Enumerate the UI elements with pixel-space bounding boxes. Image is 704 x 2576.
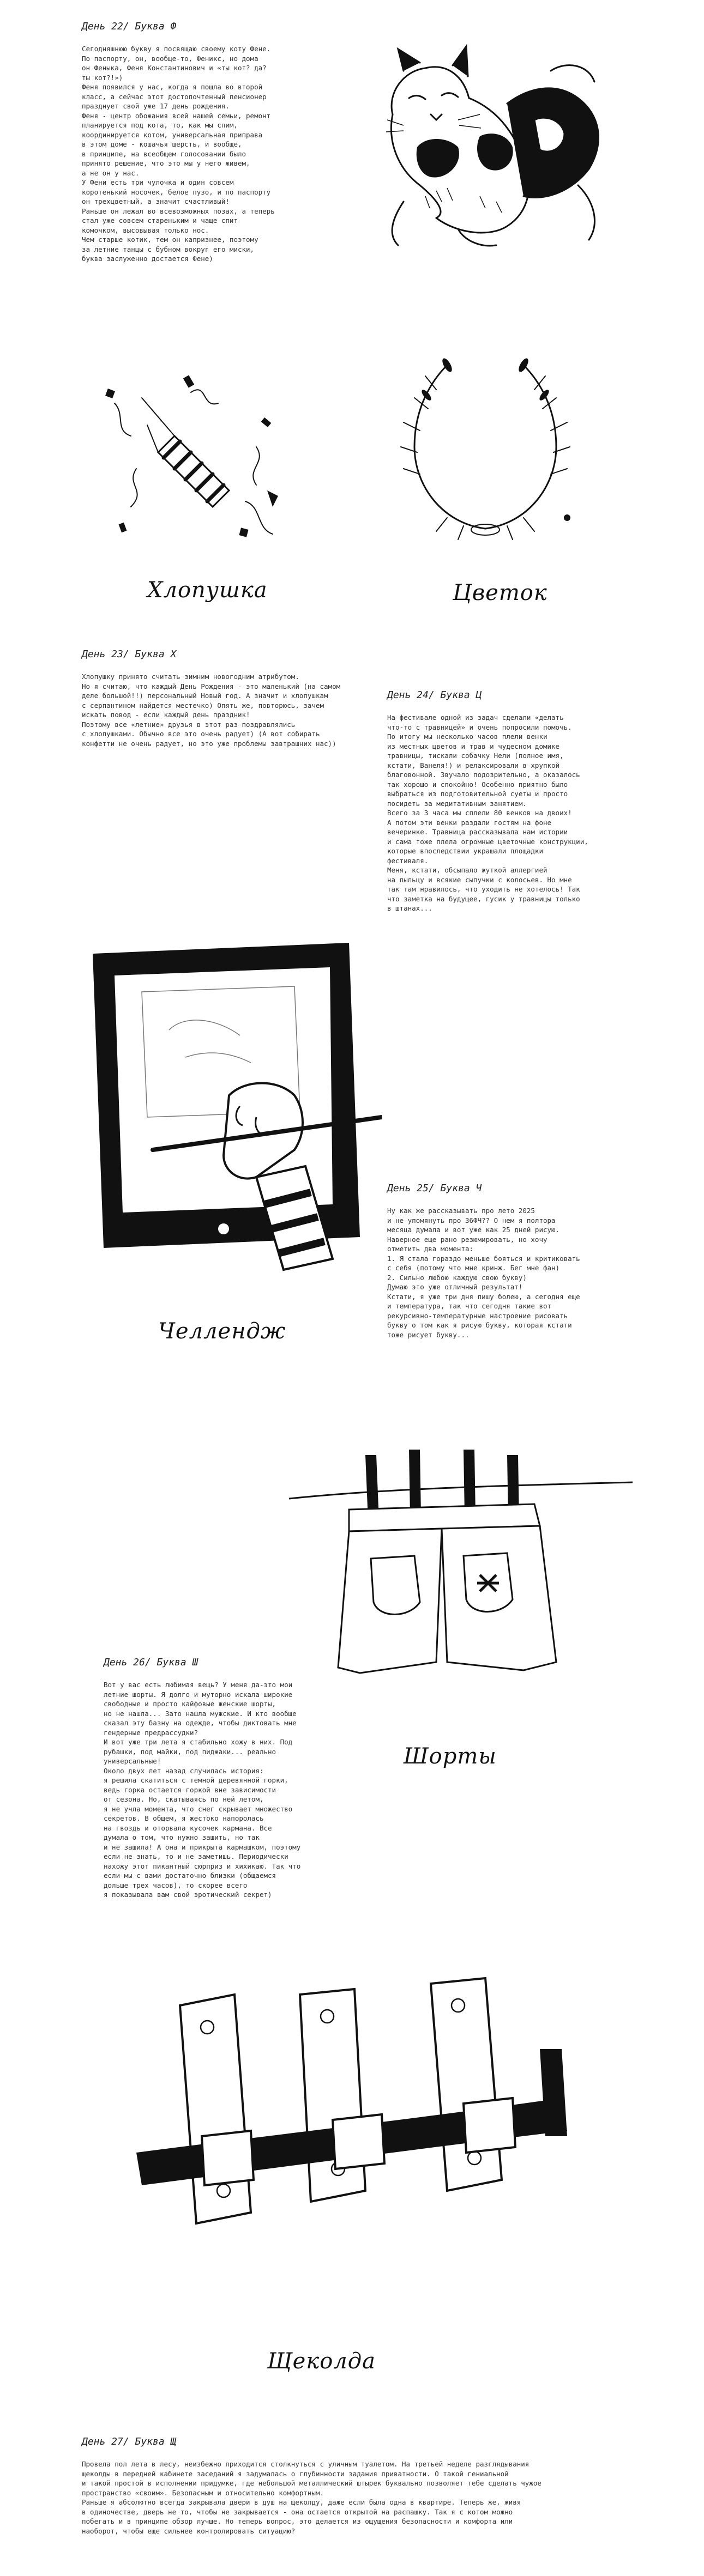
- day25-line: Ну как же рассказывать про лето 2025: [387, 1207, 535, 1215]
- day24-line: так хорошо и спокойно! Особенно приятно было: [387, 780, 568, 789]
- day26-text: [104, 1680, 360, 1900]
- day26-line: свободные и просто кайфовые женские шорты,: [104, 1700, 276, 1708]
- day26-line: я показывала вам свой эротический секрет): [104, 1890, 272, 1899]
- day27-title: День 27/ Буква Щ: [82, 2436, 177, 2447]
- day22-title: День 22/ Буква Ф: [82, 21, 177, 32]
- day22-line: Чем старше котик, тем он капризнее, поэтому: [82, 235, 258, 244]
- day24-line: что-то с травницей» и очень попросили помочь.: [387, 723, 572, 731]
- day25-title: День 25/ Буква Ч: [387, 1183, 482, 1194]
- day24-line: благовонной. Звучало подозрительно, а оказалось: [387, 771, 580, 779]
- tablet-drawing: [76, 932, 382, 1281]
- day26-line: от сезона. Но, скатываясь по ней летом,: [104, 1795, 264, 1803]
- day26-line: сказал эту базну на одежде, чтобы диктовать мне: [104, 1719, 297, 1727]
- chellendzh-caption: Челлендж: [158, 1319, 286, 1344]
- day24-line: и сама тоже плела огромные цветочные конструкции,: [387, 837, 588, 846]
- day26-line: гендерные предрассудки?: [104, 1728, 198, 1737]
- day26-section: [104, 1657, 360, 1900]
- day27-line: и такой простой в исполнении придумке, где небольшой металлический штырек буквально позволяет тебе сделать чужое: [82, 2479, 541, 2487]
- day22-line: Сегодняшнюю букву я посвящаю своему коту Фене.: [82, 45, 271, 53]
- day27-line: в одиночестве, дверь не то, чтобы не закрывается - она остается открытой на распашку. Так я с котом можно: [82, 2507, 513, 2516]
- day26-line: нахожу этот пикантный сюрприз и хихикаю. Так что: [104, 1862, 301, 1870]
- day22-line: Феня - центр обожания всей нашей семьи, ремонт: [82, 111, 271, 120]
- day26-line: секретов. В общем, я жестоко напоролась: [104, 1814, 264, 1822]
- day22-text: [82, 44, 333, 264]
- day22-line: координируется котом, универсальная приправа: [82, 130, 263, 139]
- day27-line: побегать и в принципе обзор лучше. Но теперь вопрос, это делается из ощущения безопасности и комфорта или: [82, 2517, 513, 2525]
- day24-line: посидеть за медитативным занятием.: [387, 799, 527, 808]
- day22-line: По паспорту, он, вообще-то, Феникс, но дома: [82, 54, 258, 63]
- day27-text: [82, 2459, 660, 2536]
- day26-line: думала о том, что нужно зашить, но так: [104, 1833, 260, 1841]
- day23-line: конфетти не очень радует, но это уже проблемы завтрашних нас)): [82, 739, 336, 748]
- tsvetok-caption: Цветок: [453, 580, 547, 605]
- shchekolda-caption: Щеколда: [267, 2349, 376, 2374]
- day22-line: за летние танцы с бубном вокруг его миски,: [82, 245, 255, 253]
- day23-line: деле большой!!) персональный Новый год. А значит и хлопушкам: [82, 692, 328, 700]
- day24-line: что заметка на будущее, гусик у травницы только: [387, 894, 580, 903]
- day24-line: травницы, тискали собачку Нели (полное имя,: [387, 751, 564, 760]
- cat-illustration: [371, 38, 622, 256]
- day25-line: с себя (потому что мне кринж. Бег мне фан): [387, 1264, 560, 1272]
- day26-line: на гвоздь и оторвала кусочек кармана. Все: [104, 1823, 272, 1832]
- day26-line: рубашки, под майки, под пиджаки... реально: [104, 1747, 276, 1756]
- day26-line: если не знать, то и не заметишь. Периодически: [104, 1852, 288, 1860]
- day25-line: Наверное еще рано резюмировать, но хочу: [387, 1235, 547, 1244]
- latch-drawing: [125, 1973, 573, 2256]
- shorts-illustration: [284, 1433, 638, 1684]
- day24-title: День 24/ Буква Ц: [387, 689, 482, 701]
- day27-line: наоборот, чтобы еще сильнее контролировать ситуацию?: [82, 2526, 296, 2535]
- day26-line: я решила скатиться с темной деревянной горки,: [104, 1776, 288, 1784]
- day22-section: [82, 21, 333, 264]
- day26-line: Вот у вас есть любимая вещь? У меня да-это мои: [104, 1681, 293, 1689]
- day22-line: планируется под кота, то, как мы спим,: [82, 121, 238, 129]
- day23-line: с хлопушками. Обычно все это очень радует) (А вот собирать: [82, 730, 320, 738]
- day26-line: летние шорты. Я долго и муторно искала широкие: [104, 1690, 293, 1699]
- day22-line: ты кот?!»): [82, 73, 123, 82]
- day22-line: Феня появился у нас, когда я пошла во второй: [82, 83, 263, 91]
- day25-line: рекурсивно-температурные настроение рисовать: [387, 1311, 568, 1320]
- wreath-illustration: [382, 343, 589, 550]
- day26-line: но не нашла... Зато нашла мужские. И кто вообще: [104, 1709, 297, 1718]
- day27-line: щеколды в передней кабинете заседаний я задумалась о глубинности задания приватности. О такой гениальной: [82, 2469, 509, 2478]
- day27-line: Провела пол лета в лесу, неизбежно приходится столкнуться с уличным туалетом. На третьей неделе разглядывания: [82, 2460, 529, 2468]
- khlopushka-caption: Хлопушка: [147, 578, 268, 603]
- day23-line: Поэтому все «летние» друзья в этот раз поздравлялись: [82, 720, 296, 729]
- day22-line: У Фени есть три чулочка и один совсем: [82, 178, 234, 186]
- day22-line: а не он у нас.: [82, 168, 140, 177]
- day24-line: По итогу мы несколько часов плели венки: [387, 732, 547, 741]
- day24-section: [387, 689, 643, 913]
- day22-line: буква заслуженно достается Фене): [82, 254, 213, 263]
- day24-line: Меня, кстати, обсыпало жуткой аллергией: [387, 866, 547, 874]
- day23-line: искать повод - если каждый день праздник!: [82, 711, 250, 719]
- day22-line: он Феныка, Феня Константинович и «ты кот? да?: [82, 64, 267, 72]
- day26-line: если мы с вами достаточно близки (общаемся: [104, 1871, 276, 1880]
- khlopushka-illustration: [82, 360, 300, 556]
- day22-line: комочком, высовывая только нос.: [82, 226, 209, 234]
- day24-line: на пыльцу и всякие сыпучки с колосьев. Но мне: [387, 875, 572, 884]
- day24-line: вечеринке. Травница рассказывала нам истории: [387, 828, 568, 836]
- day24-line: так там нравилось, что уходить не хотелось! Так: [387, 885, 580, 893]
- shorty-caption: Шорты: [404, 1744, 497, 1769]
- day22-line: коротенький носочек, белое пузо, и по паспорту: [82, 187, 271, 196]
- day24-line: которые впоследствии украшали площадки: [387, 847, 543, 855]
- tablet-illustration: [76, 932, 382, 1281]
- day25-line: и температура, так что сегодня такие вот: [387, 1302, 552, 1310]
- day25-line: 1. Я стала гораздо меньше бояться и критиковать: [387, 1254, 580, 1263]
- day24-line: фестиваля.: [387, 856, 429, 865]
- cat-drawing: [371, 38, 622, 256]
- day23-line: Но я считаю, что каждый День Рождения - это маленький (на самом: [82, 682, 341, 690]
- day25-line: Думаю это уже отличный результат!: [387, 1283, 523, 1291]
- day26-line: универсальные!: [104, 1757, 161, 1765]
- day25-line: и не упомянуть про 36ФЧ?? О нем я полтора: [387, 1216, 556, 1225]
- day22-line: стал уже совсем стареньким и чаще спит: [82, 216, 238, 225]
- wreath-drawing: [382, 343, 589, 550]
- day25-line: Кстати, я уже три дня пишу болею, а сегодня еще: [387, 1292, 580, 1301]
- day27-line: пространство «своим». Безопасным и относительно комфортным.: [82, 2488, 324, 2497]
- day23-text: [82, 672, 387, 748]
- latch-illustration: [125, 1973, 573, 2256]
- day24-text: [387, 713, 643, 913]
- day25-line: букву о том как я рисую букву, которая кстати: [387, 1321, 572, 1329]
- day24-line: Всего за 3 часа мы сплели 80 венков на двоих!: [387, 809, 572, 817]
- day25-line: тоже рисует букву...: [387, 1330, 470, 1339]
- day22-line: празднует свой уже 17 день рождения.: [82, 102, 230, 110]
- day24-line: в штанах...: [387, 904, 432, 912]
- day26-line: дольше трех часов), то скорее всего: [104, 1881, 248, 1889]
- day22-line: он трехцветный, а значит счастливый!: [82, 197, 230, 205]
- day24-line: кстати, Ванеля!) и релаксировали в хрупкой: [387, 761, 560, 769]
- day22-line: класс, а сейчас этот достопочтенный пенсионер: [82, 92, 267, 101]
- day26-line: и не зашила! А она и прикрыта кармашком, поэтому: [104, 1842, 301, 1851]
- day25-line: 2. Сильно любою каждую свою букву): [387, 1273, 527, 1282]
- party-popper-drawing: [82, 360, 300, 556]
- day23-line: Хлопушку принято считать зимним новогодним атрибутом.: [82, 672, 299, 681]
- day22-line: в этом доме - кошачья шерсть, и вообще,: [82, 140, 242, 148]
- day24-line: А потом эти венки раздали гостям на фоне: [387, 818, 552, 827]
- day23-section: [82, 648, 387, 748]
- day22-line: в принципе, на всеобщем голосовании было: [82, 149, 246, 158]
- day25-line: отметить два момента:: [387, 1245, 474, 1253]
- day23-title: День 23/ Буква Х: [82, 648, 177, 660]
- day27-section: [82, 2436, 660, 2536]
- day24-line: выбраться из подготовительной суеты и просто: [387, 790, 568, 798]
- day26-line: Около двух лет назад случилась история:: [104, 1766, 264, 1775]
- day25-line: месяца думала и вот уже как 25 дней рисую.: [387, 1226, 560, 1234]
- day24-line: На фестивале одной из задач сделали «делать: [387, 713, 564, 722]
- day22-line: Раньше он лежал во всевозможных позах, а теперь: [82, 207, 275, 215]
- day26-title: День 26/ Буква Ш: [104, 1657, 198, 1668]
- day26-line: И вот уже три лета я стабильно хожу в них. Под: [104, 1738, 293, 1746]
- day25-text: [387, 1206, 643, 1339]
- day26-line: я не учла момента, что снег скрывает множество: [104, 1804, 293, 1813]
- day26-line: ведь горка остается горкой вне зависимости: [104, 1785, 276, 1794]
- day22-line: принято решение, что это мы у него живем,: [82, 159, 250, 167]
- day25-section: [387, 1183, 643, 1339]
- day24-line: из местных цветов и трав и чудесном домике: [387, 742, 560, 750]
- shorts-drawing: [284, 1433, 638, 1684]
- day23-line: с серпантином найдется местечко) Опять же, повторюсь, зачем: [82, 701, 324, 710]
- day27-line: Раньше я абсолютно всегда закрывала двери в душ на щеколду, даже если была одна в квартире. Теперь же, живя: [82, 2498, 521, 2506]
